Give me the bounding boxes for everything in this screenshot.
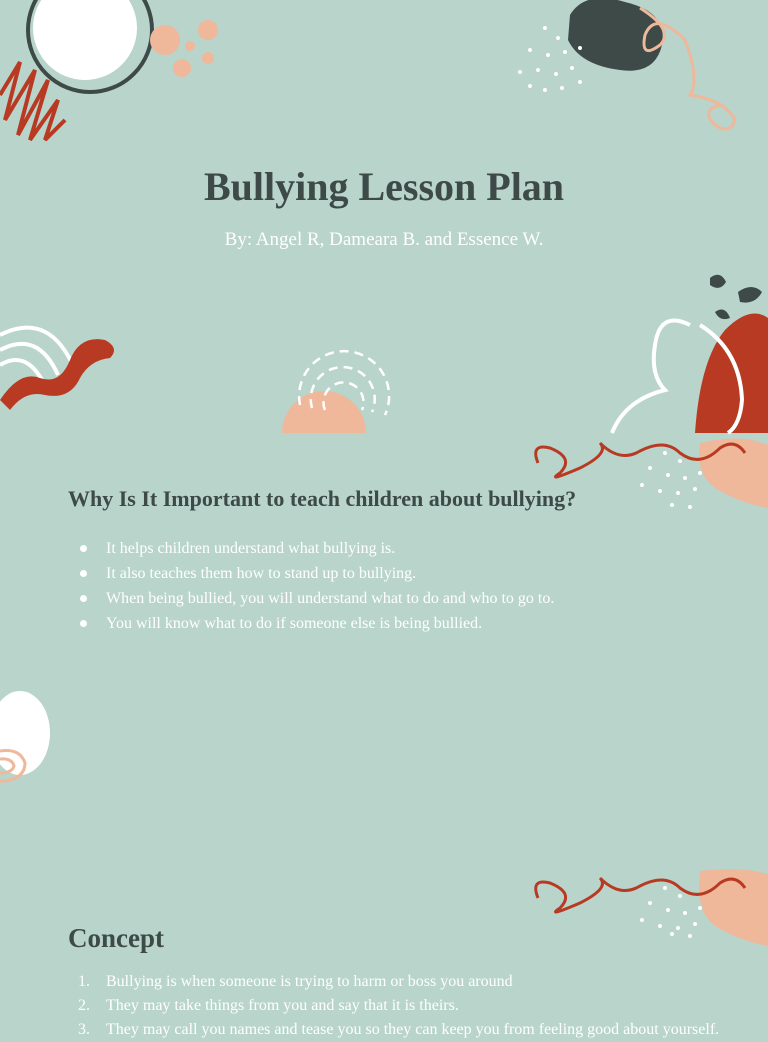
list-item-text: You will know what to do if someone else is being bullied. xyxy=(106,615,483,632)
list-item-text: When being bullied, you will understand what to do and who to go to. xyxy=(106,590,555,607)
section-heading: Why Is It Important to teach children about bullying? xyxy=(68,486,577,511)
list-item xyxy=(68,536,554,561)
list-item-text: It helps children understand what bullying is. xyxy=(106,540,396,557)
bullet-icon xyxy=(80,545,87,552)
list-item-text: It also teaches them how to stand up to bullying. xyxy=(106,565,417,582)
concept-list xyxy=(68,970,719,1042)
page-title: Bullying Lesson Plan xyxy=(203,164,565,209)
bullet-icon xyxy=(80,595,87,602)
white-blob-shape xyxy=(33,0,137,80)
title-slide xyxy=(0,0,768,433)
list-item-text: They may call you names and tease you so they can keep you from feeling good about yourself. xyxy=(106,1021,720,1038)
title-slide-decorations xyxy=(0,0,768,433)
bullet-icon xyxy=(80,620,87,627)
dark-rock-shape xyxy=(568,0,663,71)
list-item xyxy=(68,611,554,636)
list-item xyxy=(68,994,719,1018)
list-number: 1. xyxy=(78,973,90,990)
peach-semicircle-shape xyxy=(282,391,366,433)
list-item xyxy=(68,970,719,994)
reasons-list xyxy=(68,536,554,636)
concept-slide xyxy=(0,866,768,1038)
list-item xyxy=(68,586,554,611)
bullet-icon xyxy=(80,570,87,577)
list-number: 2. xyxy=(78,997,90,1014)
red-scribble-shape xyxy=(0,62,65,140)
list-item-text: They may take things from you and say that it is theirs. xyxy=(106,997,459,1014)
peach-blob-shape xyxy=(699,438,768,508)
list-item xyxy=(68,561,554,586)
author-byline: By: Angel R, Dameara B. and Essence W. xyxy=(224,229,544,250)
concept-heading: Concept xyxy=(68,923,164,953)
list-item-text: Bullying is when someone is trying to harm or boss you around xyxy=(106,973,513,990)
importance-slide xyxy=(0,433,768,866)
list-number: 3. xyxy=(78,1021,90,1038)
list-item xyxy=(68,1018,719,1042)
